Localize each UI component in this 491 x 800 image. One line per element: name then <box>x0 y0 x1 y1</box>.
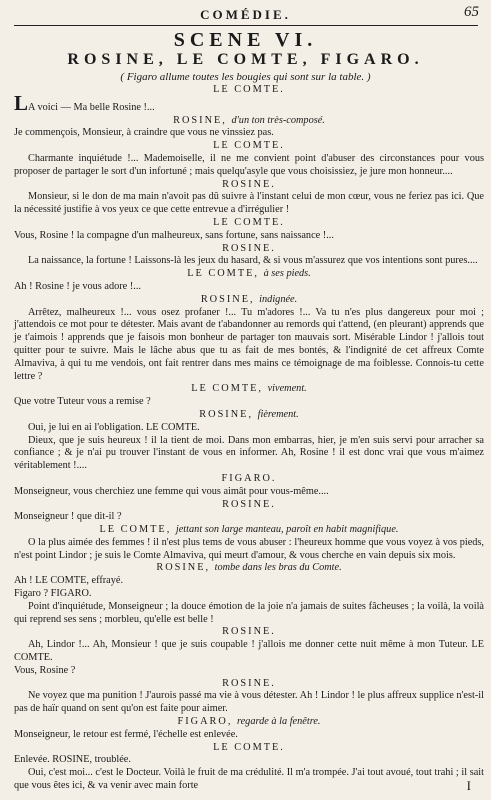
dialogue-paragraph: Oui, je lui en ai l'obligation. LE COMTE. <box>28 421 200 433</box>
dialogue-paragraph: Monseigneur, le retour est fermé, l'échelle est enlevée. <box>14 728 238 740</box>
catchword: I <box>466 778 471 793</box>
dialogue-paragraph: Dieux, que je suis heureux ! il la tient de moi. Dans mon embarras, hier, je m'en suis servi pour arracher sa confiance ; & je n'ai pu trouver l'instant de vous en informer. Ah, Rosine ! il est donc vrai que vous m'aimez véritablement !.... <box>14 434 484 472</box>
speaker-heading: LE COMTE, jettant son large manteau, paroît en habit magnifique. <box>99 524 399 536</box>
dialogue-paragraph: Oui, c'est moi... c'est le Docteur. Voilà le fruit de ma crédulité. Il m'a trompée. J'ai tout avoué, tout trahi ; il sait que vous êtes ici, & va venir avec main forte <box>14 767 484 792</box>
dialogue-paragraph: La naissance, la fortune ! Laissons-là les jeux du hasard, & si vous m'assurez que vos intentions sont pures.... <box>28 255 478 267</box>
dialogue-paragraph: Monsieur, si le don de ma main n'avoit pas dû suivre à l'instant celui de mon cœur, vous ne feriez pas ici. Que la nécessité justifie à vos yeux ce que cette entrevue a d'irrégulier ! <box>14 191 484 216</box>
speaker-heading: ROSINE. <box>222 242 276 254</box>
scene-title: SCENE VI. <box>173 29 318 51</box>
speaker-heading: ROSINE, indignée. <box>200 293 298 305</box>
speaker-heading: LE COMTE, vivement. <box>191 383 307 395</box>
dialogue-paragraph: Je commençois, Monsieur, à craindre que vous ne vinssiez pas. <box>14 127 274 139</box>
speaker-heading: LE COMTE. <box>213 216 285 228</box>
scene-characters: ROSINE, LE COMTE, FIGARO. <box>67 51 424 68</box>
speaker-heading: FIGARO. <box>221 472 277 484</box>
page-number: 65 <box>464 4 479 20</box>
speaker-heading: ROSINE. <box>222 498 276 510</box>
speaker-heading: FIGARO, regarde à la fenêtre. <box>177 716 321 728</box>
dialogue-paragraph: Que votre Tuteur vous a remise ? <box>14 396 151 408</box>
dialogue-paragraph: LA voici — Ma belle Rosine !... <box>14 90 155 115</box>
dialogue-paragraph: Figaro ? FIGARO. <box>14 588 92 600</box>
dialogue-paragraph: Enlevée. ROSINE, troublée. <box>14 754 131 766</box>
dialogue-paragraph: Vous, Rosine ! la compagne d'un malheureux, sans fortune, sans naissance !... <box>14 229 334 241</box>
dialogue-paragraph: Point d'inquiétude, Monseigneur ; la douce émotion de la joie n'a jamais de suites fâcheuses ; la voilà, la voilà qui reprend ses sens ; morbleu, qu'elle est belle ! <box>14 600 484 625</box>
speaker-heading: ROSINE, tombe dans les bras du Comte. <box>156 562 342 574</box>
dialogue-paragraph: Ne voyez que ma punition ! J'aurois passé ma vie à vous détester. Ah ! Lindor ! le plus affreux supplice n'est-il pas de haïr quand on sent qu'on est faite pour aimer. <box>14 690 484 715</box>
speaker-heading: ROSINE, fièrement. <box>199 408 299 420</box>
dialogue-paragraph: Arrêtez, malheureux !... vous osez profaner !... Tu m'adores !... Va tu n'es plus dangereux pour moi ; j'attendois ce mot pour te détester. Mais avant de t'abandonner au remords qui t'attend, (en pleurant) apprends que je t'aimois ! apprends que je faisois mon bonheur de partager ton mauvais sort. Misérable Lindor ! j'allois tout quitter pour te suivre. Mais le lâche abus que tu as fait de mes bontés, & l'indignité de cet affreux Comte Almaviva, à qui tu me vendois, ont fait rentrer dans mes mains ce témoignage de ma foiblesse. Connois-tu cette lettre ? <box>14 306 484 382</box>
dialogue-paragraph: Ah, Lindor !... Ah, Monsieur ! que je suis coupable ! j'allois me donner cette nuit même à mon Tuteur. LE COMTE. <box>14 639 484 664</box>
drop-cap: L <box>14 90 29 115</box>
speaker-heading: ROSINE, d'un ton très-composé. <box>173 114 325 126</box>
speaker-heading: LE COMTE. <box>213 741 285 753</box>
speaker-heading: LE COMTE, à ses pieds. <box>187 268 311 280</box>
dialogue-paragraph: Ah ! LE COMTE, effrayé. <box>14 575 124 587</box>
speaker-heading: ROSINE. <box>222 178 276 190</box>
dialogue-paragraph: Ah ! Rosine ! je vous adore !... <box>14 280 141 292</box>
speaker-heading: LE COMTE. <box>213 140 285 152</box>
header-rule <box>14 25 478 26</box>
dialogue-paragraph: Monseigneur, vous cherchiez une femme qui vous aimât pour vous-même.... <box>14 485 329 497</box>
speaker-heading: LE COMTE. <box>213 84 285 95</box>
dialogue-paragraph: Charmante inquiétude !... Mademoiselle, il ne me convient point d'abuser des circonstances pour vous proposer de partager le sort d'un infortuné ; mais quelqu'asyle que vous choisissiez, je jure mon honneur.... <box>14 152 484 177</box>
dialogue-text <box>14 84 484 793</box>
speaker-heading: ROSINE. <box>222 677 276 689</box>
dialogue-paragraph: Monseigneur ! que dit-il ? <box>14 511 122 523</box>
running-head: COMÉDIE. <box>200 7 291 22</box>
speaker-heading: ROSINE. <box>222 626 276 638</box>
dialogue-paragraph: O la plus aimée des femmes ! il n'est plus tems de vous abuser : l'heureux homme que vous voyez à vos pieds, n'est point Lindor ; je suis le Comte Almaviva, qui meurt d'amour, & vous cherche en vain depuis six mois. <box>14 536 484 561</box>
dialogue-paragraph: Vous, Rosine ? <box>14 664 76 676</box>
stage-direction: ( Figaro allume toutes les bougies qui sont sur la table. ) <box>120 71 371 83</box>
